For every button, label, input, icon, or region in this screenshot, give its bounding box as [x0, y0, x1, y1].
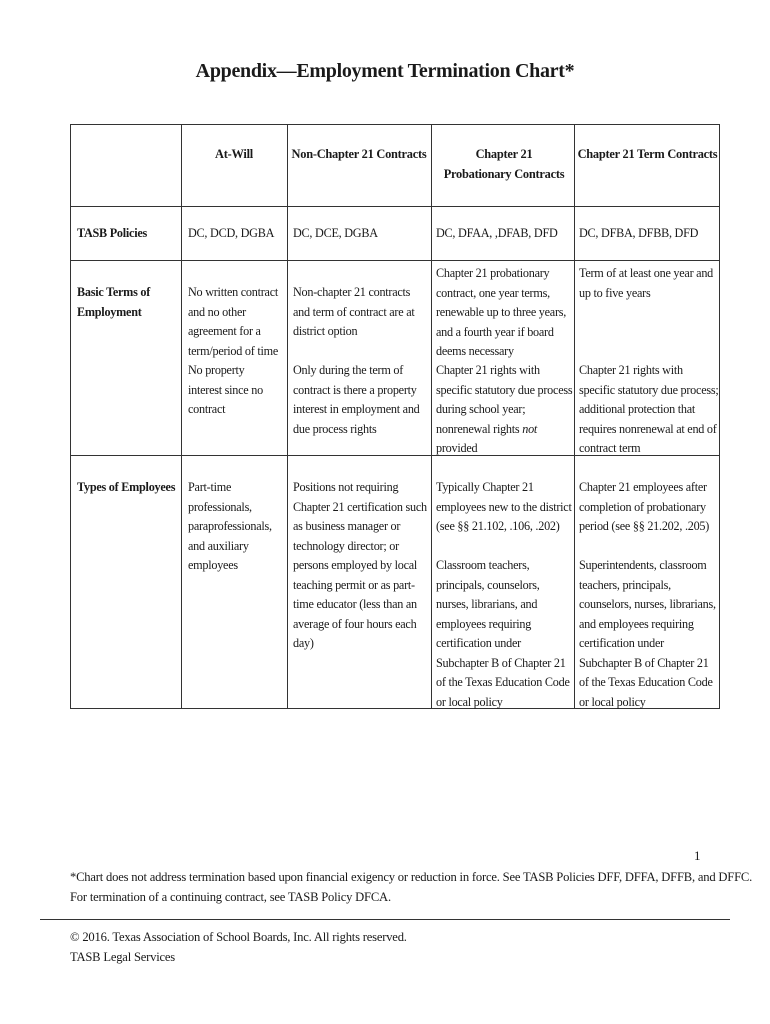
- cell-basic-ch21-term-2: Chapter 21 rights with specific statutory due process; additional protection that requires nonrenewal at end of contract term: [579, 363, 719, 455]
- cell-types-ch21-term-2: Superintendents, classroom teachers, principals, counselors, nurses, librarians, and employees requiring certification under Subchapter B of Chapter 21 of the Texas Education Code or local policy: [579, 558, 716, 709]
- footer: [70, 928, 407, 967]
- footer-department: TASB Legal Services: [70, 949, 176, 964]
- cell-types-at-will: Part-time professionals, paraprofessionals, and auxiliary employees: [188, 480, 272, 572]
- cell-basic-ch21-prob-2-text: Chapter 21 rights with specific statutory due process during school year; nonrenewal rights: [436, 363, 573, 436]
- cell-policies-at-will: DC, DCD, DGBA: [188, 226, 275, 240]
- footnote-line: For termination of a continuing contract, see TASB Policy DFCA.: [70, 889, 391, 904]
- cell-policies-ch21-term: DC, DFBA, DFBB, DFD: [579, 226, 699, 240]
- page-number: 1: [694, 848, 701, 863]
- cell-types-non-ch21: Positions not requiring Chapter 21 certification such as business manager or technology director; or persons employed by local teaching permit or as part-time educator (less than an average of four hours each day): [293, 480, 427, 650]
- cell-types-ch21-prob-1: Typically Chapter 21 employees new to the district (see §§ 21.102, .106, .202): [436, 480, 572, 533]
- footnote: [70, 868, 752, 907]
- cell-basic-ch21-prob-2: [436, 361, 573, 459]
- row-label-tasb-policies: TASB Policies: [77, 226, 147, 240]
- header-chapter-21-term: Chapter 21 Term Contracts: [577, 147, 718, 161]
- column-divider: [181, 125, 182, 708]
- termination-chart-table: [70, 124, 720, 709]
- cell-types-ch21-prob-2: Classroom teachers, principals, counselors, nurses, librarians, and employees requiring certification under Subchapter B of Chapter 21 of the Texas Education Code or local policy: [436, 558, 570, 709]
- header-non-chapter-21: Non-Chapter 21 Contracts: [291, 147, 427, 161]
- copyright-notice: © 2016. Texas Association of School Boards, Inc. All rights reserved.: [70, 930, 407, 944]
- row-label-basic-terms: Basic Terms of Employment: [77, 285, 151, 319]
- column-divider: [431, 125, 432, 708]
- column-divider: [574, 125, 575, 708]
- cell-basic-ch21-prob-1: Chapter 21 probationary contract, one year terms, renewable up to three years, and a fourth year if board deems necessary: [436, 266, 567, 358]
- cell-basic-ch21-prob-2-tail: provided: [436, 441, 478, 455]
- row-divider: [71, 260, 719, 261]
- header-chapter-21-probationary: Chapter 21 Probationary Contracts: [443, 147, 565, 181]
- emphasis-not: not: [522, 421, 538, 436]
- cell-basic-non-ch21-1: Non-chapter 21 contracts and term of contract are at district option: [293, 285, 415, 338]
- page-title: Appendix—Employment Termination Chart*: [195, 60, 575, 82]
- cell-policies-ch21-prob: DC, DFAA, ,DFAB, DFD: [436, 226, 558, 240]
- header-at-will: At-Will: [215, 147, 253, 161]
- footnote-line: *Chart does not address termination based upon financial exigency or reduction in force. See TASB Policies DFF, DFFA, DFFB, and DFFC.: [70, 870, 753, 884]
- cell-basic-ch21-term-1: Term of at least one year and up to five years: [579, 266, 714, 300]
- cell-policies-non-ch21: DC, DCE, DGBA: [293, 226, 378, 240]
- row-label-types-of-employees: Types of Employees: [77, 480, 176, 494]
- cell-basic-at-will-1: No written contract and no other agreement for a term/period of time: [188, 285, 279, 358]
- footer-divider: [40, 919, 730, 920]
- cell-types-ch21-term-1: Chapter 21 employees after completion of probationary period (see §§ 21.202, .205): [579, 480, 710, 533]
- cell-basic-non-ch21-2: Only during the term of contract is there a property interest in employment and due process rights: [293, 363, 420, 436]
- row-divider: [71, 206, 719, 207]
- column-divider: [287, 125, 288, 708]
- cell-basic-at-will-2: No property interest since no contract: [188, 363, 263, 416]
